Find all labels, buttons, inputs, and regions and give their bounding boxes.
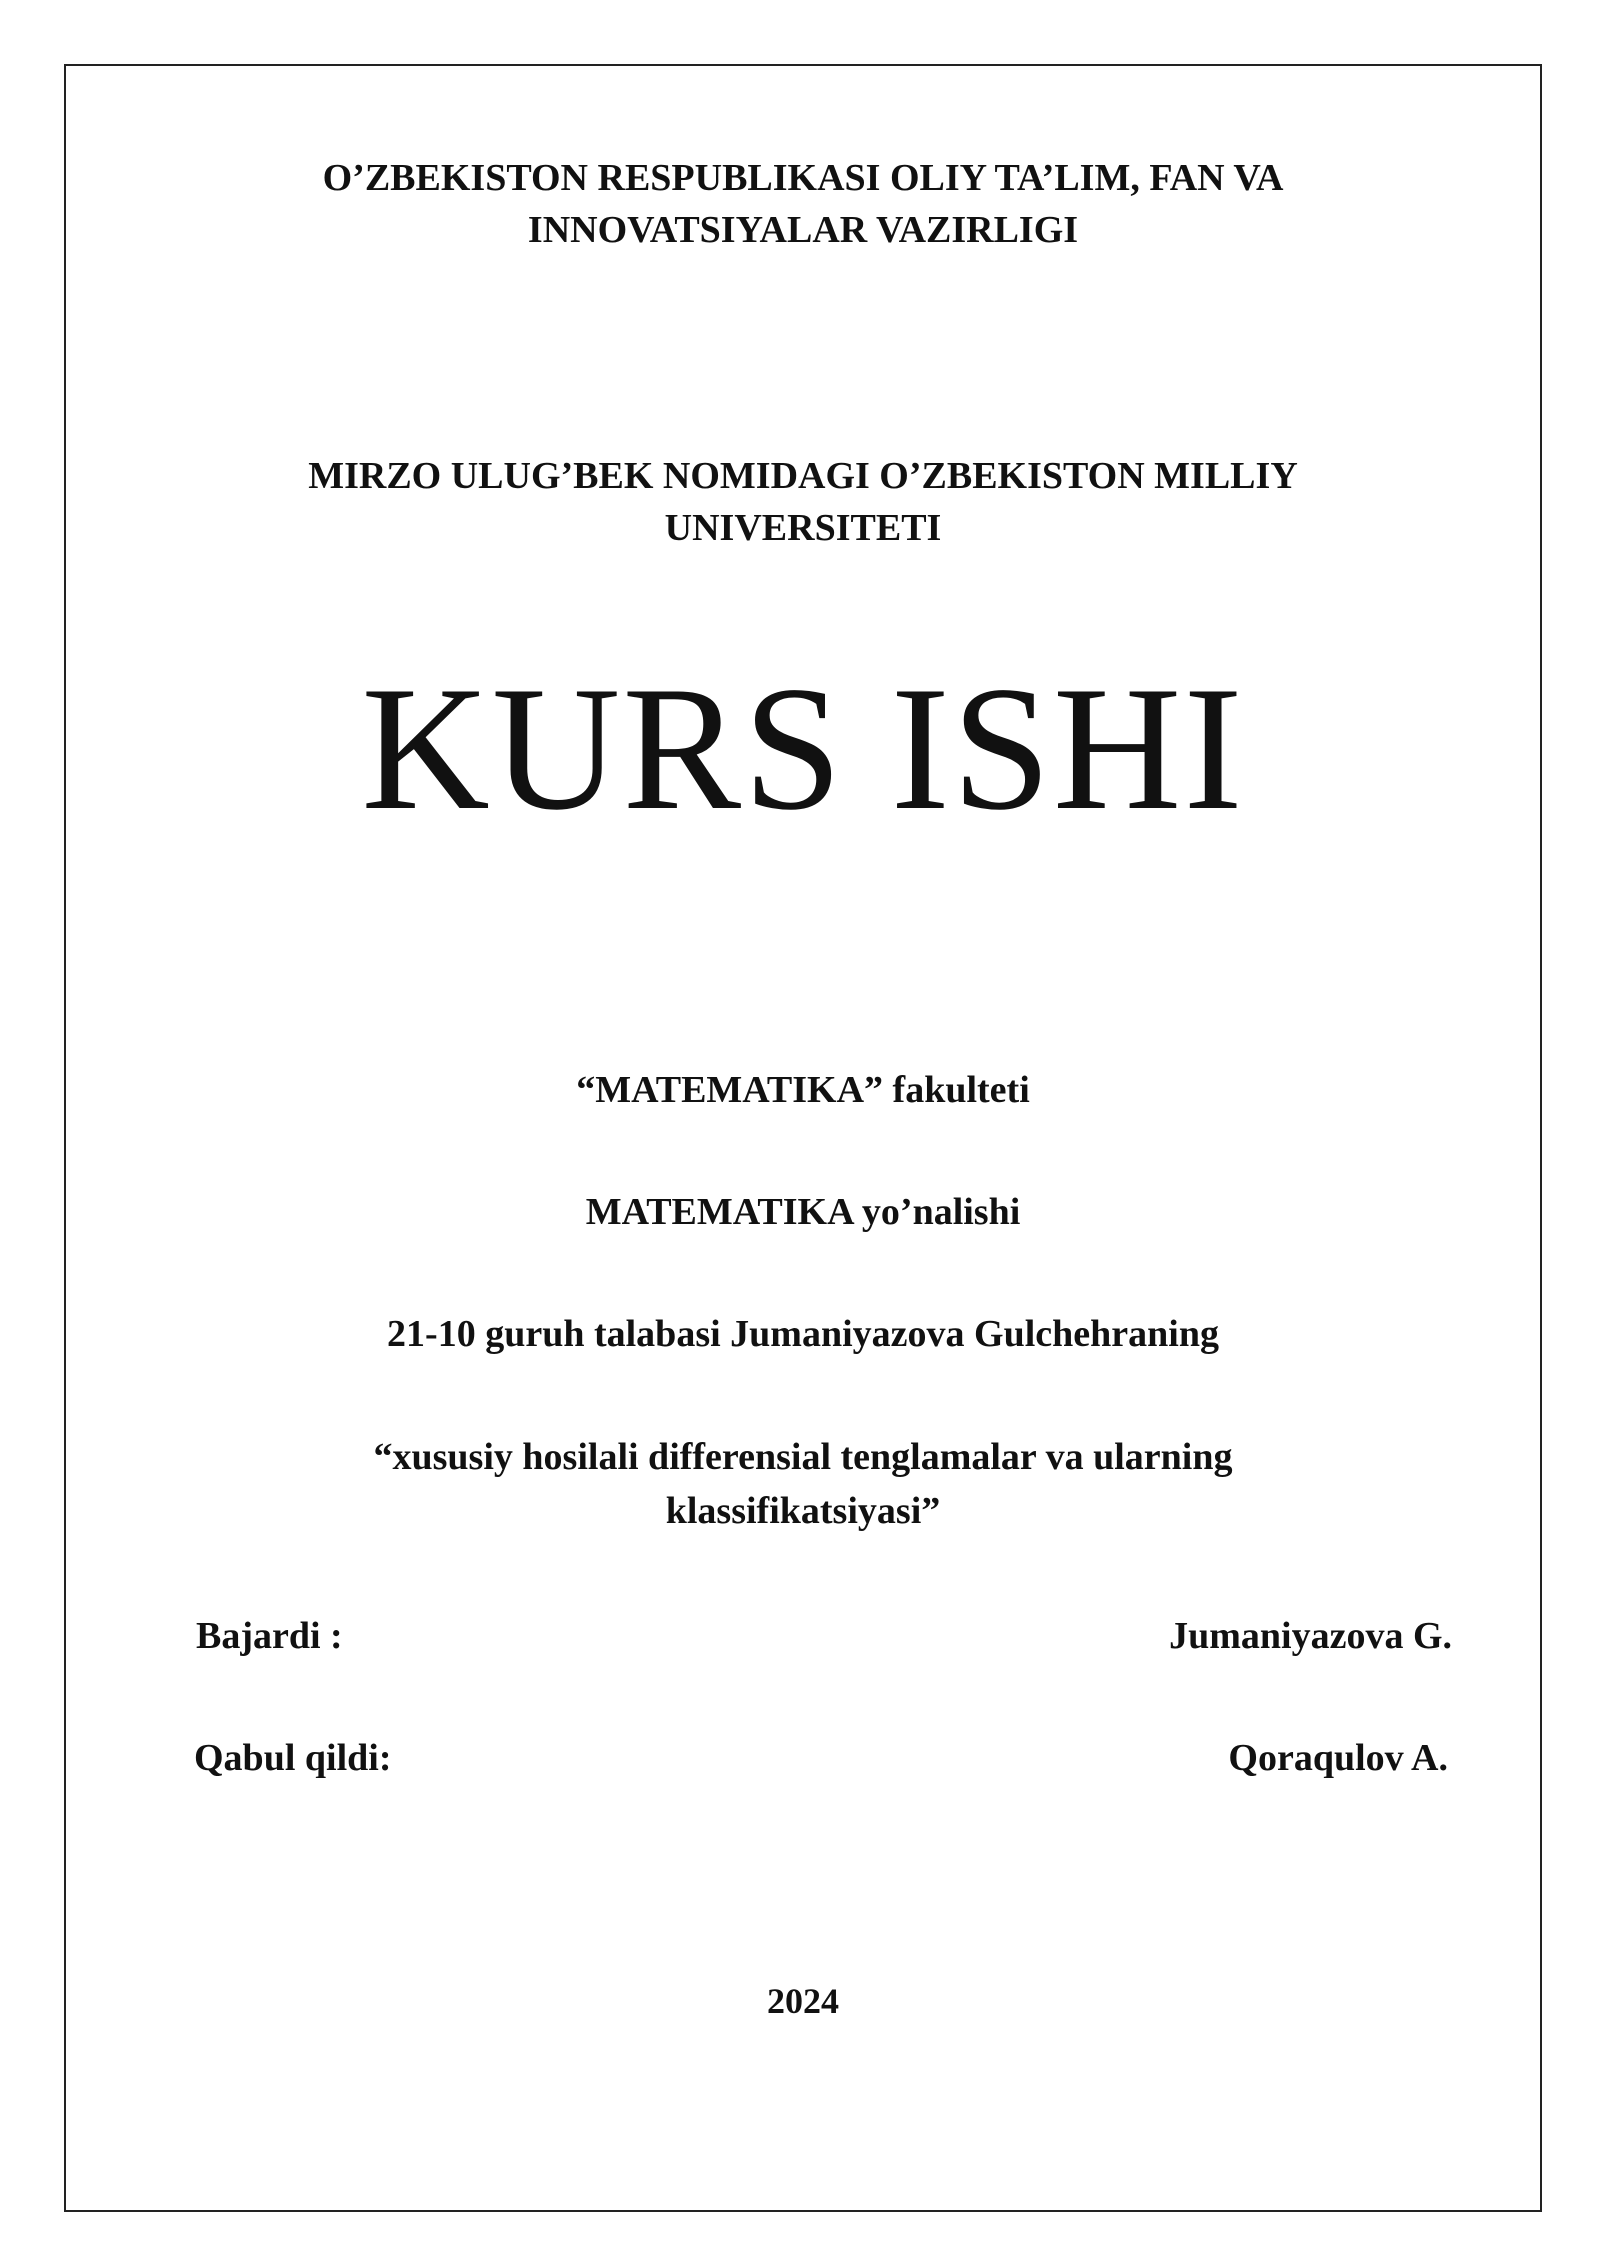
accepted-by-label: Qabul qildi: <box>194 1737 392 1779</box>
direction-line: MATEMATIKA yo’nalishi <box>585 1191 1021 1233</box>
topic-line-2: klassifikatsiyasi” <box>665 1490 941 1532</box>
university-line-2: UNIVERSITETI <box>664 507 942 549</box>
document-title: KURS ISHI <box>361 649 1245 847</box>
ministry-heading <box>64 152 1542 256</box>
year: 2024 <box>767 1981 839 2021</box>
faculty-line: “MATEMATIKA” fakulteti <box>576 1069 1030 1111</box>
student-line: 21-10 guruh talabasi Jumaniyazova Gulchehraning <box>387 1313 1219 1355</box>
ministry-line-2: INNOVATSIYALAR VAZIRLIGI <box>527 209 1079 251</box>
performed-by-label: Bajardi : <box>196 1615 343 1657</box>
page-border <box>64 64 1542 2212</box>
topic-title <box>64 1430 1542 1538</box>
university-line-1: MIRZO ULUG’BEK NOMIDAGI O’ZBEKISTON MILLIY <box>308 455 1298 497</box>
topic-line-1: “xususiy hosilali differensial tenglamalar va ularning <box>373 1436 1233 1478</box>
university-heading <box>64 450 1542 554</box>
ministry-line-1: O’ZBEKISTON RESPUBLIKASI OLIY TA’LIM, FAN VA <box>322 157 1284 199</box>
performed-by-name: Jumaniyazova G. <box>1169 1615 1452 1657</box>
accepted-by-name: Qoraqulov A. <box>1228 1737 1448 1779</box>
